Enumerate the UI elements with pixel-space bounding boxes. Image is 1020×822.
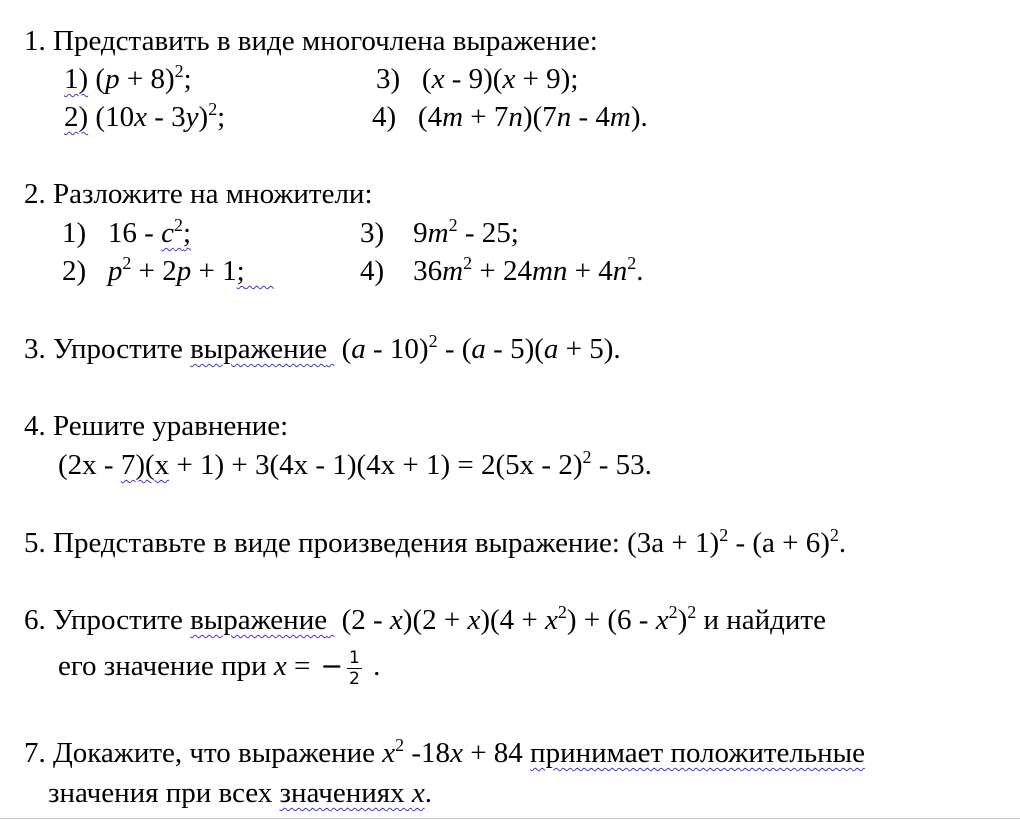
task-1-item-3: 3) (x - 9)(x + 9); <box>376 63 579 95</box>
task-2-item-1: 1) $16 - c^2$; <box>62 214 192 249</box>
task-1-title: 1. Представить в виде многочлена выражение: <box>24 25 598 57</box>
task-4-title: 4. Решите уравнение: <box>24 410 289 442</box>
task-2-title: 2. Разложите на множители: <box>24 178 373 210</box>
task-7-line-1: 7. Докажите, что выражение $x^2$ -18x + 84 принимает положительные <box>24 734 866 769</box>
task-1-item-4: 4) (4m + 7n)(7n - 4m). <box>372 101 648 133</box>
task-7-line-2: значения при всех значениях x. <box>48 777 432 809</box>
task-6-line-2: его значение при x = − $\frac{1}{2}$ . <box>58 648 381 689</box>
task-2-item-4: 4) $36m^2 + 24mn + 4n^2$. <box>360 252 644 287</box>
task-4-equation: (2x - 7)(x + 1) + 3(4x - 1)(4x + 1) = 2(5x - 2)$^2$ - 53. <box>58 446 652 481</box>
task-3: 3. Упростите выражение (a - 10)$^2$ - (a - 5)(a + 5). <box>24 330 621 365</box>
fraction-one-half: $\frac{1}{2}$ <box>349 648 360 689</box>
task-1-item-1: 1) $(p + 8)^2$; <box>64 60 192 95</box>
task-5: 5. Представьте в виде произведения выражение: $(3a + 1)^2 - (a + 6)^2$. <box>24 524 847 559</box>
page-bottom-divider <box>0 818 1020 819</box>
task-6-line-1: 6. Упростите выражение $(2 - x)(2 + x)(4 + x^2) + (6 - x^2)^2$ и найдите <box>24 601 826 636</box>
task-1-item-2: 2) (10x - 3y)$^2$; <box>64 98 226 133</box>
task-2-item-2: 2) $p^2 + 2p + 1$; <box>62 252 245 287</box>
task-2-item-3: 3) $9m^2 - 25$; <box>360 214 519 249</box>
